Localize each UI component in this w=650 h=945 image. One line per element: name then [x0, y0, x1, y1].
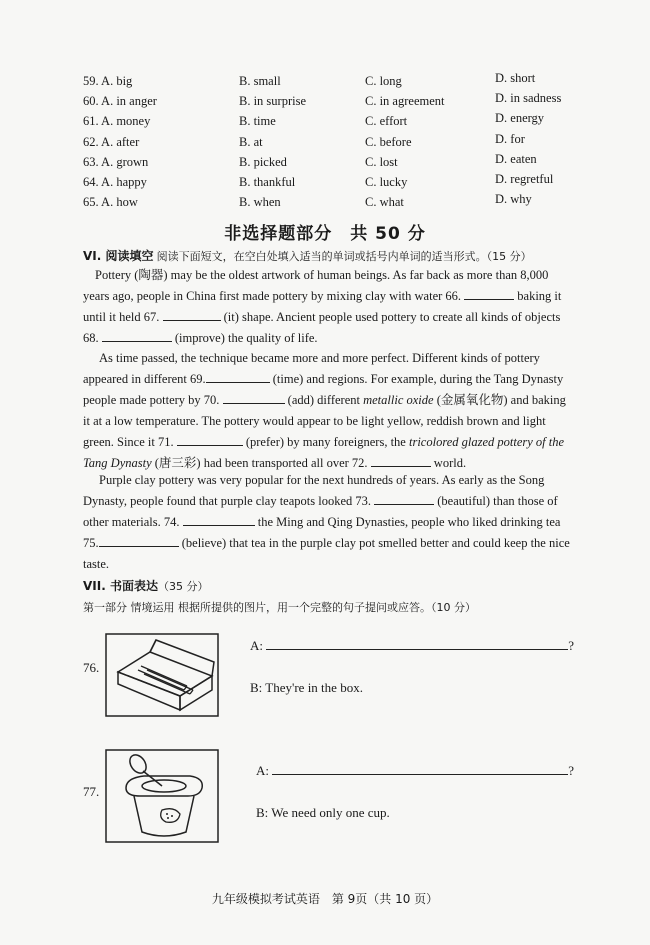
option-d: D. regretful	[495, 171, 554, 186]
question-76-b-line: B: They're in the box.	[250, 680, 363, 695]
option-b: B. in surprise	[239, 94, 307, 109]
blank-68[interactable]	[102, 330, 172, 342]
text: world.	[433, 456, 467, 470]
text: until it held 67.	[83, 310, 160, 324]
blank-69[interactable]	[206, 371, 270, 383]
section-title: 非选择题部分 共 50 分	[224, 224, 426, 244]
option-d: D. in sadness	[495, 91, 562, 106]
option-a: 62. A. after	[83, 134, 140, 149]
text-line	[83, 432, 599, 453]
option-d: D. why	[495, 192, 532, 207]
text-line: it at a low temperature. The pottery would appear to be light yellow, reddish brown and light	[83, 414, 546, 428]
part7-sub-instruction	[83, 599, 476, 615]
yogurt-cup-picture	[104, 748, 220, 844]
option-b: B. when	[239, 195, 281, 210]
option-a: 63. A. grown	[83, 154, 149, 169]
blank-75[interactable]	[99, 535, 179, 547]
passage-paragraph-2	[83, 348, 599, 474]
option-b: B. thankful	[239, 174, 296, 189]
text: (beautiful) than those of	[437, 494, 558, 508]
part7-heading	[83, 577, 208, 594]
question-77-b-line: B: We need only one cup.	[256, 805, 390, 820]
option-a: 61. A. money	[83, 114, 151, 129]
option-c: C. before	[365, 134, 412, 149]
option-c: C. long	[365, 74, 402, 88]
part6-instruction: 阅读下面短文，在空白处填入适当的单词或括号内单词的适当形式。（15 分）	[156, 250, 532, 263]
text-line	[83, 390, 599, 411]
option-b: B. at	[239, 134, 263, 149]
spoon-icon	[127, 752, 162, 786]
text: (it) shape. Ancient people used pottery to create all kinds of objects	[223, 310, 561, 324]
part6-heading	[83, 247, 532, 264]
question-76-a-line	[250, 638, 574, 654]
answer-options	[83, 71, 583, 215]
part7-points: （35 分）	[157, 580, 209, 593]
blank-72[interactable]	[371, 455, 431, 467]
question-77-a-line	[256, 763, 574, 779]
text-line: Purple clay pottery was very popular for the next hundreds of years. As early as the Song	[99, 473, 545, 487]
passage-paragraph-3	[83, 470, 599, 575]
option-row-65	[83, 192, 583, 215]
question-mark: ?	[568, 763, 575, 778]
text: appeared in different 69.	[83, 372, 206, 386]
blank-66[interactable]	[464, 288, 514, 300]
option-d: D. eaten	[495, 151, 537, 166]
question-77-number: 77.	[83, 784, 100, 799]
text-line	[83, 512, 599, 533]
text: other materials. 74.	[83, 515, 180, 529]
part7-label: VII. 书面表达	[83, 579, 158, 593]
text-line: taste.	[83, 557, 110, 571]
text: baking it	[517, 289, 562, 303]
text-line	[83, 286, 599, 307]
option-c: C. effort	[365, 114, 408, 129]
text-line: Pottery (陶器) may be the oldest artwork of human beings. As far back as more than 8,000	[95, 268, 549, 282]
text: the Ming and Qing Dynasties, people who liked drinking tea	[257, 515, 561, 529]
text: Dynasty, people found that purple clay teapots looked 73.	[83, 494, 372, 508]
option-a: 60. A. in anger	[83, 94, 157, 109]
text-line	[83, 533, 599, 554]
strawberry-icon	[161, 809, 180, 823]
option-d: D. short	[495, 71, 536, 85]
text: (金属氧化物) and baking	[436, 393, 566, 407]
cup-icon	[126, 776, 202, 836]
box-icon	[118, 640, 214, 710]
text: (唐三彩) had been transported all over 72.	[154, 456, 368, 470]
text: (improve) the quality of life.	[174, 331, 318, 345]
pencil-box-picture	[104, 632, 220, 718]
text-line	[83, 328, 599, 349]
italic-term: Tang Dynasty	[83, 456, 152, 470]
answer-line-77[interactable]	[272, 774, 568, 775]
instruction-text: 第一部分 情境运用 根据所提供的图片，用一个完整的句子提问或应答。（10 分）	[83, 601, 476, 614]
question-mark: ?	[568, 638, 575, 653]
text: people made pottery by 70.	[83, 393, 220, 407]
answer-line-76[interactable]	[266, 649, 568, 650]
question-76-number: 76.	[83, 660, 100, 675]
option-c: C. in agreement	[365, 94, 445, 109]
text: (add) different	[287, 393, 360, 407]
option-c: C. lost	[365, 154, 398, 169]
text: 68.	[83, 331, 99, 345]
page-footer: 九年级模拟考试英语 第 9页（共 10 页）	[211, 892, 439, 906]
speaker-a-label: A:	[250, 638, 263, 653]
option-b: B. small	[239, 74, 281, 88]
text: (prefer) by many foreigners, the	[245, 435, 406, 449]
blank-71[interactable]	[177, 434, 243, 446]
text: years ago, people in China first made pottery by mixing clay with water 66.	[83, 289, 462, 303]
text-line	[83, 369, 599, 390]
text: (believe) that tea in the purple clay pot smelled better and could keep the nice	[181, 536, 570, 550]
text-line	[83, 307, 599, 328]
option-c: C. lucky	[365, 174, 408, 189]
text: 75.	[83, 536, 99, 550]
italic-term: metallic oxide	[363, 393, 434, 407]
option-a: 59. A. big	[83, 74, 133, 88]
text: (time) and regions. For example, during the Tang Dynasty	[272, 372, 564, 386]
option-c: C. what	[365, 195, 404, 210]
option-d: D. energy	[495, 111, 545, 126]
option-b: B. time	[239, 114, 276, 129]
blank-74[interactable]	[183, 514, 255, 526]
option-d: D. for	[495, 131, 525, 146]
option-a: 65. A. how	[83, 195, 138, 210]
text: green. Since it 71.	[83, 435, 174, 449]
blank-67[interactable]	[163, 309, 221, 321]
option-b: B. picked	[239, 154, 287, 169]
passage-paragraph-1	[83, 265, 599, 349]
part6-label: VI. 阅读填空	[83, 249, 154, 263]
option-a: 64. A. happy	[83, 174, 147, 189]
blank-73[interactable]	[374, 493, 434, 505]
text-line: As time passed, the technique became more and more perfect. Different kinds of pottery	[99, 351, 540, 365]
text-line	[83, 491, 599, 512]
speaker-a-label: A:	[256, 763, 269, 778]
italic-term: tricolored glazed pottery of the	[408, 435, 565, 449]
blank-70[interactable]	[223, 392, 285, 404]
